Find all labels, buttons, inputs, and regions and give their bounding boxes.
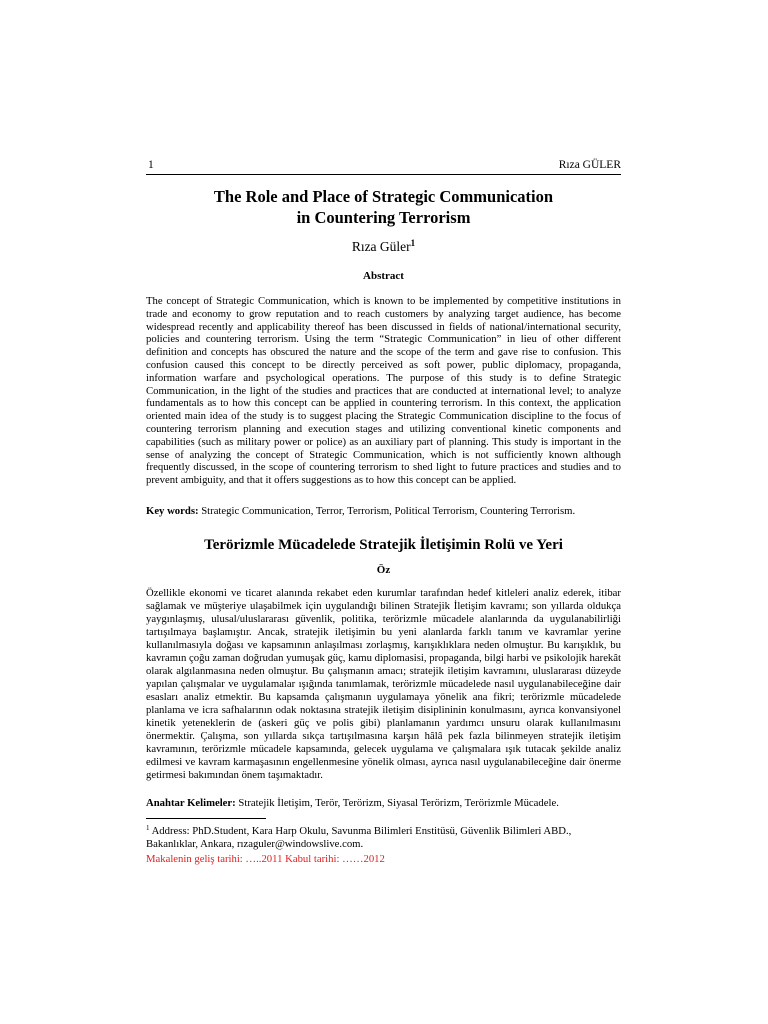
- page-number: 1: [148, 159, 154, 171]
- footnote-mark: 1: [146, 824, 150, 832]
- submission-dates: Makalenin geliş tarihi: …..2011 Kabul tarihi: ……2012: [146, 853, 385, 865]
- title-line-1: The Role and Place of Strategic Communication: [213, 187, 554, 206]
- article-title: [146, 186, 621, 228]
- keywords-line: [146, 505, 621, 518]
- running-author: Rıza GÜLER: [558, 159, 621, 171]
- document-page: [146, 0, 621, 1024]
- author-line: [146, 235, 621, 255]
- footnote-text: Address: PhD.Student, Kara Harp Okulu, Savunma Bilimleri Enstitüsü, Güvenlik Bilimleri ABD., Bakanlıklar, Ankara, rızaguler@windowslive.com.: [146, 825, 572, 850]
- footnote: [146, 822, 621, 851]
- keywords-text: Strategic Communication, Terror, Terrorism, Political Terrorism, Countering Terrorism.: [198, 505, 576, 517]
- abstract-heading: Abstract: [363, 270, 404, 282]
- oz-heading: Öz: [376, 564, 391, 576]
- running-header: [146, 158, 621, 175]
- keywords-label: Key words:: [146, 505, 199, 517]
- author-footnote-mark: 1: [410, 238, 416, 248]
- abstract-text: The concept of Strategic Communication, which is known to be implemented by competitive institutions in trade and economy to grow reputation and to reach customers by analyzing target audience, has become widespread recently and applicability thereof has been discussed in fields of national/international security, policies and countering terrorism. Using the term “Strategic Communication” in lieu of other different definition and concepts has obscured the nature and the scope of the term and gave rise to confusion. This confusion caused this concept to be directly perceived as soft power, public diplomacy, propaganda, information warfare and psychological operations. The purpose of this study is to define Strategic Communication, in the light of the studies and practices that are conducted at international level; to analyze fundamentals as to how this concept can be applied in countering terrorism. In this context, the application oriented main idea of the study is to suggest placing the Strategic Communication discipline to the focus of countering terrorism planning and execution stages and utilizing conventional kinetic components and capabilities (such as military power or police) as an auxiliary part of planning. This study is important in the sense of analyzing the concept of Strategic Communication, which is not sufficiently known although frequently discussed, in the scope of countering terrorism to shed light to future practices and studies and to prevent ambiguity, and that it offers suggestions as to how this concept can be applied.: [146, 295, 621, 487]
- turkish-keywords-line: [146, 797, 621, 810]
- turkish-keywords-label: Anahtar Kelimeler:: [146, 797, 236, 809]
- turkish-title: Terörizmle Mücadelede Stratejik İletişimin Rolü ve Yeri: [204, 537, 563, 553]
- turkish-keywords-text: Stratejik İletişim, Terör, Terörizm, Siyasal Terörizm, Terörizmle Mücadele.: [235, 797, 559, 809]
- footnote-divider: [146, 818, 266, 819]
- title-line-2: in Countering Terrorism: [296, 208, 471, 227]
- author-name: Rıza Güler: [351, 239, 411, 254]
- oz-text: Özellikle ekonomi ve ticaret alanında rekabet eden kurumlar tarafından hedef kitleleri analiz ederek, itibar sağlamak ve müşteriye ulaşabilmek için uygulandığı bilinen Stratejik İletişim kavramı; son yıllarda oldukça yaygınlaşmış, ulusal/uluslararası güvenlik, politika, terörizmle mücadele alanlarında da uygulanabilirliği tartışılmaya başlamıştır. Ancak, stratejik iletişimin bu yeni alanlarda farklı tanım ve kavramlar yerine kullanılmasıyla doğası ve kapsamının anlaşılması zorlaşmış, karışıklıklara neden olmuştur. Bu karışıklık, bu kavramın çoğu zaman doğrudan yumuşak güç, kamu diplomasisi, propaganda, bilgi harbi ve psikolojik harekât olarak algılanmasına neden olmuştur. Bu çalışmanın amacı; stratejik iletişim kavramını, uluslararası düzeyde yapılan çalışmalar ve uygulamalar ışığında tanımlamak, terörizmle mücadelede nasıl uygulanabileceğine dair esasları analiz etmektir. Bu kapsamda çalışmanın uygulamaya yönelik ana fikri; terörizmle mücadelede planlama ve icra safhalarının odak noktasına stratejik iletişim disiplininin konulmasını, ayrıca konvansiyonel kinetik yeteneklerin de (askeri güç ve polis gibi) planlamanın yardımcı unsuru olarak kullanılmasını önermektir. Çalışma, son yıllarda sıkça tartışılmasına karşın hâlâ pek fazla bilinmeyen stratejik iletişim kavramının, terörizmle mücadele kapsamında, gelecek uygulama ve çalışmalara ışık tutacak şekilde analiz edilmesi ve kavram karmaşasının engellenmesine yönelik olması, ayrıca nasıl uygulanabileceğine dair önerme getirmesi bakımından önem taşımaktadır.: [146, 587, 621, 781]
